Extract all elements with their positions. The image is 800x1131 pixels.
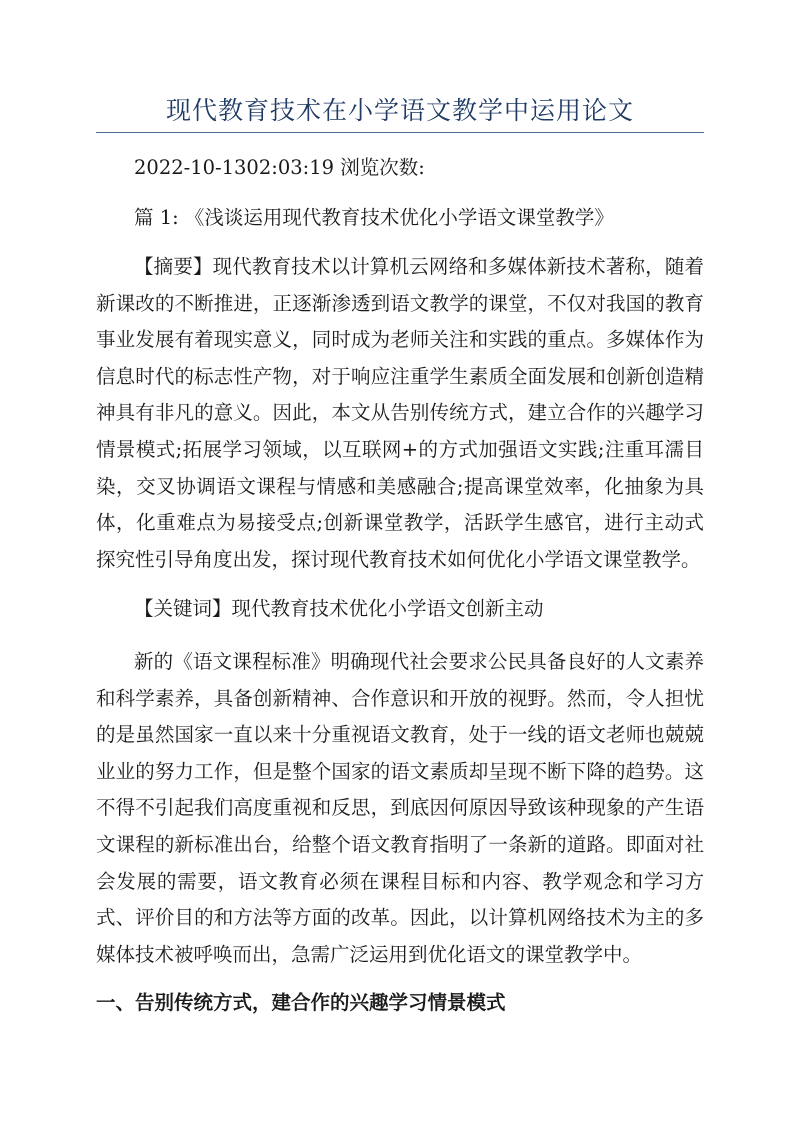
publish-meta: 2022-10-1302:03:19 浏览次数:	[134, 156, 425, 179]
article-title: 篇 1: 《浅谈运用现代教育技术优化小学语文课堂教学》	[134, 206, 614, 229]
section-heading: 一、告别传统方式，建合作的兴趣学习情景模式	[96, 991, 506, 1014]
title-divider	[96, 132, 704, 133]
intro-paragraph: 新的《语文课程标准》明确现代社会要求公民具备良好的人文素养和科学素养，具备创新精神、合作意识和开放的视野。然而，令人担忧的是虽然国家一直以来十分重视语文教育，处于一线的语文老师也兢兢业业的努力工作，但是整个国家的语文素质却呈现不断下降的趋势。这不得不引起我们高度重视和反思，到底因何原因导致该种现象的产生语文课程的新标准出台，给整个语文教育指明了一条新的道路。即面对社会发展的需要，语文教育必须在课程目标和内容、教学观念和学习方式、评价目的和方法等方面的改革。因此，以计算机网络技术为主的多媒体技术被呼唤而出，急需广泛运用到优化语文的课堂教学中。	[96, 650, 704, 966]
keywords-line: 【关键词】现代教育技术优化小学语文创新主动	[134, 597, 544, 620]
document-title: 现代教育技术在小学语文教学中运用论文	[165, 96, 634, 125]
abstract-paragraph: 【摘要】现代教育技术以计算机云网络和多媒体新技术著称，随着新课改的不断推进，正逐渐渗透到语文教学的课堂，不仅对我国的教育事业发展有着现实意义，同时成为老师关注和实践的重点。多媒体作为信息时代的标志性产物，对于响应注重学生素质全面发展和创新创造精神具有非凡的意义。因此，本文从告别传统方式，建立合作的兴趣学习情景模式;拓展学习领域，以互联网+的方式加强语文实践;注重耳濡目染，交叉协调语文课程与情感和美感融合;提高课堂效率，化抽象为具体，化重难点为易接受点;创新课堂教学，活跃学生感官，进行主动式探究性引导角度出发，探讨现代教育技术如何优化小学语文课堂教学。	[96, 255, 704, 571]
